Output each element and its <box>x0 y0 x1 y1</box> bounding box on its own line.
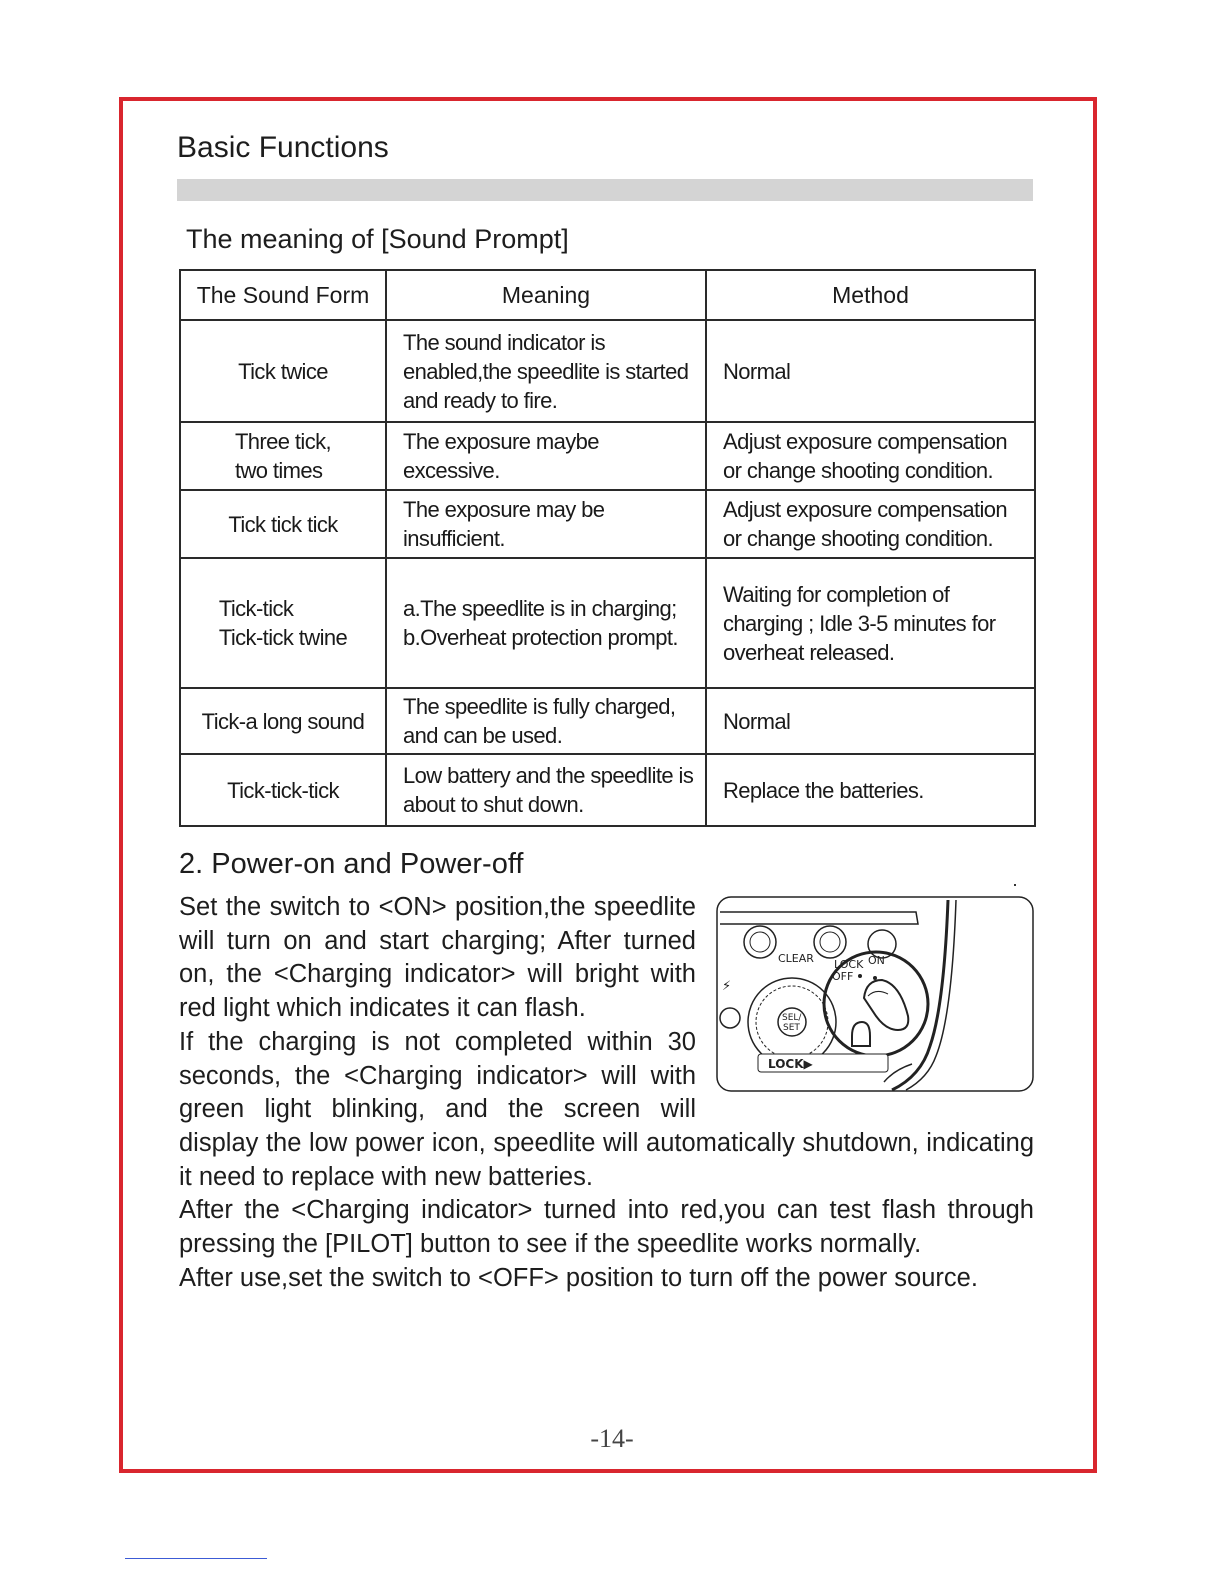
sound-form-text: Tick-a long sound <box>201 708 365 734</box>
paragraph: Set the switch to <ON> position,the speedlite will turn on and start charging; After turned on, the <Charging indicator> will bright with red light which indicates it can flash. <box>179 893 696 1023</box>
off-label: OFF <box>832 970 854 983</box>
power-section-heading: 2. Power-on and Power-off <box>179 848 524 880</box>
sound-form-text: Tick-tick twine <box>218 625 348 650</box>
sound-form-cell <box>180 422 386 490</box>
meaning-cell: The exposure maybe excessive. <box>386 422 706 490</box>
power-switch-diagram <box>716 896 1034 1092</box>
meaning-line: a.The speedlite is in charging; <box>403 596 677 621</box>
sound-prompt-title: The meaning of [Sound Prompt] <box>186 224 569 254</box>
sound-form-text: Three tick, <box>234 429 332 454</box>
meaning-cell: The exposure may be insufficient. <box>386 490 706 558</box>
title-divider-bar <box>177 179 1033 201</box>
sound-form-text: Tick-tick-tick <box>227 777 339 803</box>
table-row <box>180 490 1035 558</box>
sound-form-text: Tick tick tick <box>228 511 338 537</box>
table-row <box>180 558 1035 688</box>
set-label: SET <box>783 1023 800 1033</box>
method-cell: Waiting for completion of charging ; Idle 3-5 minutes for overheat released. <box>706 558 1035 688</box>
on-label: ON <box>868 954 885 967</box>
clear-label: CLEAR <box>778 952 814 965</box>
sound-form-text: Tick-tick <box>218 596 294 621</box>
table-header-row <box>180 270 1035 320</box>
stray-dot <box>1014 884 1016 886</box>
table-row <box>180 320 1035 422</box>
sound-form-cell <box>180 688 386 754</box>
section-title: Basic Functions <box>177 131 389 164</box>
method-cell: Normal <box>706 320 1035 422</box>
sound-prompt-table <box>179 269 1036 827</box>
column-header-sound-form: The Sound Form <box>180 270 386 320</box>
power-section-body <box>179 891 1034 1295</box>
lock-slider-label: LOCK▶ <box>768 1057 813 1071</box>
sound-form-cell <box>180 558 386 688</box>
method-cell: Replace the batteries. <box>706 754 1035 826</box>
method-cell: Adjust exposure compensation or change shooting condition. <box>706 490 1035 558</box>
meaning-line: b.Overheat protection prompt. <box>403 625 678 650</box>
table-row <box>180 422 1035 490</box>
meaning-cell: Low battery and the speedlite is about to shut down. <box>386 754 706 826</box>
method-cell: Adjust exposure compensation or change shooting condition. <box>706 422 1035 490</box>
column-header-meaning: Meaning <box>386 270 706 320</box>
lock-label: LOCK <box>834 958 864 971</box>
flash-bolt-icon: ⚡ <box>722 979 732 994</box>
meaning-cell: The speedlite is fully charged, and can be used. <box>386 688 706 754</box>
sound-form-cell <box>180 490 386 558</box>
meaning-cell <box>386 558 706 688</box>
paragraph: After use,set the switch to <OFF> position to turn off the power source. <box>179 1263 978 1292</box>
column-header-method: Method <box>706 270 1035 320</box>
method-cell: Normal <box>706 688 1035 754</box>
paragraph: After the <Charging indicator> turned into red,you can test flash through pressing the [PILOT] button to see if the speedlite works normally. <box>179 1196 1034 1259</box>
sound-form-text: two times <box>234 458 323 483</box>
sound-form-cell <box>180 320 386 422</box>
sel-label: SEL/ <box>782 1013 802 1023</box>
table-row <box>180 754 1035 826</box>
page-number: -14- <box>590 1424 634 1453</box>
table-row <box>180 688 1035 754</box>
sound-form-text: Tick twice <box>238 358 328 384</box>
sound-form-cell <box>180 754 386 826</box>
bottom-rule <box>125 1558 267 1559</box>
meaning-cell: The sound indicator is enabled,the speedlite is started and ready to fire. <box>386 320 706 422</box>
paragraph: If the charging is not completed within 30 seconds, the <Charging indicator> will with green light blinking, and the screen will display the low power icon, speedlite will automatically shutdown, indicating it need to replace with new batteries. <box>179 1027 1034 1191</box>
